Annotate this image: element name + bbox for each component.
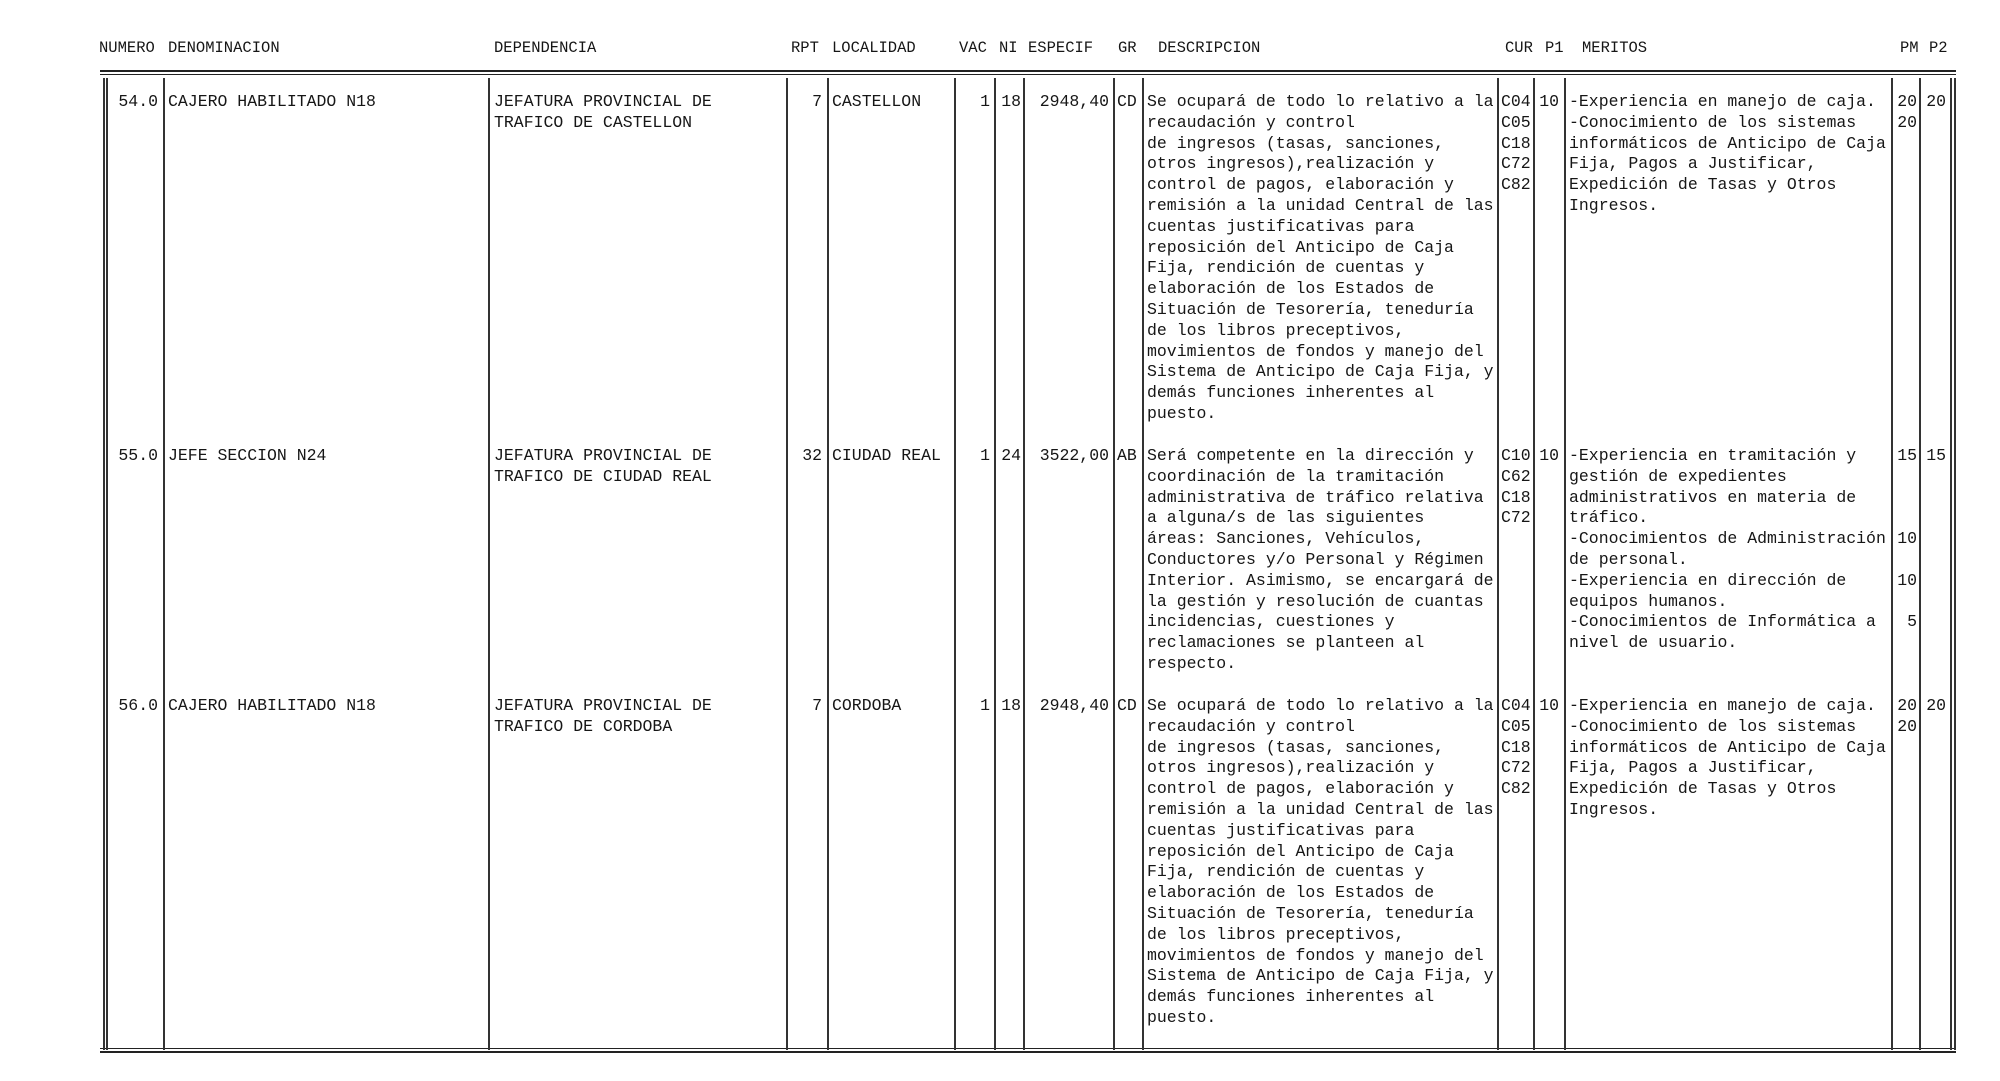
header-gr: GR <box>1118 39 1137 57</box>
pm-line <box>1893 488 1917 509</box>
descripcion-line: Se ocupará de todo lo relativo a la <box>1147 696 1494 715</box>
cell-rpt <box>790 446 822 467</box>
header-descripcion: DESCRIPCION <box>1158 39 1261 57</box>
descripcion-line: de los libros preceptivos, <box>1147 924 1405 944</box>
cur-line: C05 <box>1501 716 1531 736</box>
descripcion-line: Fija, rendición de cuentas y <box>1147 862 1425 882</box>
descripcion-line: respecto. <box>1147 653 1237 673</box>
descripcion-line: demás funciones inherentes al <box>1147 383 1435 403</box>
descripcion-line: control de pagos, elaboración y <box>1147 779 1454 799</box>
table-bottom-border <box>100 1051 1956 1053</box>
header-dependencia: DEPENDENCIA <box>494 39 597 57</box>
pm-line: 15 <box>1897 446 1917 465</box>
cell-p1 <box>1537 446 1559 467</box>
cell-localidad <box>832 446 941 467</box>
descripcion-line: elaboración de los Estados de <box>1147 883 1435 903</box>
descripcion-line: movimientos de fondos y manejo del <box>1147 341 1484 361</box>
descripcion-line: otros ingresos),realización y <box>1147 758 1435 778</box>
cell-localidad <box>832 92 921 113</box>
cell-p2 <box>1922 446 1946 467</box>
descripcion-line: recaudación y control <box>1147 716 1355 736</box>
cell-ni <box>997 92 1021 113</box>
especif-line: 2948,40 <box>1039 696 1109 715</box>
dependencia-line: TRAFICO DE CASTELLON <box>494 112 693 132</box>
rpt-line: 7 <box>812 92 822 111</box>
cell-especif <box>1025 446 1109 467</box>
descripcion-line: áreas: Sanciones, Vehículos, <box>1147 529 1425 549</box>
descripcion-line: la gestión y resolución de cuantas <box>1147 591 1484 611</box>
descripcion-line: Será competente en la dirección y <box>1147 446 1474 465</box>
meritos-line: -Experiencia en dirección de <box>1569 570 1847 590</box>
descripcion-line: reclamaciones se planteen al <box>1147 633 1425 653</box>
descripcion-line: movimientos de fondos y manejo del <box>1147 945 1484 965</box>
descripcion-line: remisión a la unidad Central de las <box>1147 799 1494 819</box>
meritos-line: -Experiencia en manejo de caja. <box>1569 92 1876 111</box>
cell-denominacion <box>168 696 376 717</box>
cell-cur <box>1501 92 1531 196</box>
dependencia-line: JEFATURA PROVINCIAL DE <box>494 696 712 715</box>
meritos-line: Expedición de Tasas y Otros <box>1569 779 1837 799</box>
descripcion-line: cuentas justificativas para <box>1147 820 1415 840</box>
cur-line: C82 <box>1501 779 1531 799</box>
localidad-line: CIUDAD REAL <box>832 446 941 465</box>
numero-line: 54.0 <box>118 92 158 111</box>
cell-numero <box>110 92 158 113</box>
descripcion-line: Conductores y/o Personal y Régimen <box>1147 549 1484 569</box>
meritos-line: -Experiencia en manejo de caja. <box>1569 696 1876 715</box>
cur-line: C18 <box>1501 133 1531 153</box>
header-rpt: RPT <box>791 39 819 57</box>
cur-line: C72 <box>1501 508 1531 528</box>
pm-line: 20 <box>1897 92 1917 111</box>
cell-vac <box>960 92 990 113</box>
descripcion-line: Situación de Tesorería, teneduría <box>1147 299 1474 319</box>
cell-rpt <box>790 696 822 717</box>
denominacion-line: CAJERO HABILITADO N18 <box>168 92 376 111</box>
meritos-line: Fija, Pagos a Justificar, <box>1569 758 1817 778</box>
descripcion-line: puesto. <box>1147 403 1217 423</box>
ni-line: 24 <box>1001 446 1021 465</box>
cur-line: C72 <box>1501 154 1531 174</box>
column-divider <box>1954 78 1956 1050</box>
pm-line <box>1893 592 1917 613</box>
localidad-line: CASTELLON <box>832 92 922 111</box>
meritos-line: Expedición de Tasas y Otros <box>1569 175 1837 195</box>
cell-gr <box>1117 696 1137 717</box>
pm-line <box>1893 467 1917 488</box>
especif-line: 2948,40 <box>1039 92 1109 111</box>
header-p2: P2 <box>1929 39 1948 57</box>
header-localidad: LOCALIDAD <box>832 39 916 57</box>
cell-p2 <box>1922 92 1946 113</box>
cell-ni <box>997 446 1021 467</box>
descripcion-line: Sistema de Anticipo de Caja Fija, y <box>1147 966 1494 986</box>
column-divider <box>106 78 108 1050</box>
pm-line <box>1893 508 1917 529</box>
cell-descripcion <box>1147 446 1494 675</box>
header-p1: P1 <box>1545 39 1564 57</box>
column-divider <box>488 78 490 1050</box>
table-top-border <box>100 70 1956 72</box>
header-pm: PM <box>1900 39 1919 57</box>
descripcion-line: Interior. Asimismo, se encargará de <box>1147 570 1494 590</box>
descripcion-line: elaboración de los Estados de <box>1147 279 1435 299</box>
vac-line: 1 <box>980 696 990 715</box>
cell-gr <box>1117 92 1137 113</box>
column-divider <box>103 78 105 1050</box>
meritos-line: Ingresos. <box>1569 799 1659 819</box>
cell-pm <box>1893 696 1917 738</box>
p2-line: 15 <box>1926 446 1946 465</box>
header-especif: ESPECIF <box>1028 39 1094 57</box>
meritos-line: informáticos de Anticipo de Caja <box>1569 737 1886 757</box>
cell-cur <box>1501 446 1531 529</box>
column-divider <box>1564 78 1566 1050</box>
p1-line: 10 <box>1539 446 1559 465</box>
pm-line: 20 <box>1897 716 1917 736</box>
cell-localidad <box>832 696 901 717</box>
cur-line: C04 <box>1501 696 1531 715</box>
column-divider <box>1950 78 1952 1050</box>
descripcion-line: administrativa de tráfico relativa <box>1147 487 1484 507</box>
column-divider <box>1919 78 1921 1050</box>
descripcion-line: Fija, rendición de cuentas y <box>1147 258 1425 278</box>
meritos-line: Ingresos. <box>1569 195 1659 215</box>
table-bottom-border-inner <box>100 1048 1956 1049</box>
descripcion-line: demás funciones inherentes al <box>1147 987 1435 1007</box>
header-numero: NUMERO <box>99 39 155 57</box>
ni-line: 18 <box>1001 92 1021 111</box>
column-divider <box>1497 78 1499 1050</box>
column-divider <box>1113 78 1115 1050</box>
cell-dependencia <box>494 446 712 488</box>
cell-descripcion <box>1147 92 1494 425</box>
descripcion-line: de los libros preceptivos, <box>1147 320 1405 340</box>
localidad-line: CORDOBA <box>832 696 902 715</box>
cell-numero <box>110 446 158 467</box>
cell-dependencia <box>494 696 712 738</box>
cur-line: C82 <box>1501 175 1531 195</box>
column-divider <box>1533 78 1535 1050</box>
cur-line: C18 <box>1501 737 1531 757</box>
ni-line: 18 <box>1001 696 1021 715</box>
header-ni: NI <box>999 39 1018 57</box>
cell-denominacion <box>168 92 376 113</box>
descripcion-line: otros ingresos),realización y <box>1147 154 1435 174</box>
cell-descripcion <box>1147 696 1494 1029</box>
cell-p1 <box>1537 696 1559 717</box>
descripcion-line: remisión a la unidad Central de las <box>1147 195 1494 215</box>
dependencia-line: JEFATURA PROVINCIAL DE <box>494 446 712 465</box>
cell-pm <box>1893 92 1917 134</box>
meritos-line: de personal. <box>1569 549 1688 569</box>
cell-gr <box>1117 446 1137 467</box>
vac-line: 1 <box>980 446 990 465</box>
column-divider <box>786 78 788 1050</box>
cur-line: C05 <box>1501 112 1531 132</box>
header-denominacion: DENOMINACION <box>168 39 280 57</box>
descripcion-line: de ingresos (tasas, sanciones, <box>1147 737 1445 757</box>
p1-line: 10 <box>1539 92 1559 111</box>
cell-p1 <box>1537 92 1559 113</box>
descripcion-line: Sistema de Anticipo de Caja Fija, y <box>1147 362 1494 382</box>
meritos-line: -Conocimientos de Informática a <box>1569 612 1876 632</box>
meritos-line: nivel de usuario. <box>1569 633 1738 653</box>
cur-line: C62 <box>1501 466 1531 486</box>
header-meritos: MERITOS <box>1582 39 1648 57</box>
cell-meritos <box>1569 696 1886 821</box>
descripcion-line: Situación de Tesorería, teneduría <box>1147 903 1474 923</box>
descripcion-line: puesto. <box>1147 1007 1217 1027</box>
cell-dependencia <box>494 92 712 134</box>
cell-vac <box>960 446 990 467</box>
header-cur: CUR <box>1505 39 1533 57</box>
pm-line: 20 <box>1897 112 1917 132</box>
denominacion-line: JEFE SECCION N24 <box>168 446 327 465</box>
dependencia-line: TRAFICO DE CIUDAD REAL <box>494 466 712 486</box>
descripcion-line: a alguna/s de las siguientes <box>1147 508 1425 528</box>
cell-denominacion <box>168 446 326 467</box>
pm-line: 10 <box>1897 529 1917 549</box>
meritos-line: equipos humanos. <box>1569 591 1728 611</box>
pm-line: 20 <box>1897 696 1917 715</box>
column-divider <box>1142 78 1144 1050</box>
p2-line: 20 <box>1926 92 1946 111</box>
pm-line: 5 <box>1907 612 1917 632</box>
pm-line: 10 <box>1897 570 1917 590</box>
header-vac: VAC <box>959 39 987 57</box>
cell-p2 <box>1922 696 1946 717</box>
column-divider <box>1023 78 1025 1050</box>
column-divider <box>954 78 956 1050</box>
rpt-line: 7 <box>812 696 822 715</box>
meritos-line: gestión de expedientes <box>1569 466 1787 486</box>
especif-line: 3522,00 <box>1039 446 1109 465</box>
cur-line: C18 <box>1501 487 1531 507</box>
rpt-line: 32 <box>802 446 822 465</box>
meritos-line: administrativos en materia de <box>1569 487 1857 507</box>
descripcion-line: reposición del Anticipo de Caja <box>1147 841 1454 861</box>
cur-line: C10 <box>1501 446 1531 465</box>
table-top-border-inner <box>100 74 1956 75</box>
column-divider <box>827 78 829 1050</box>
descripcion-line: Se ocupará de todo lo relativo a la <box>1147 92 1494 111</box>
gr-line: AB <box>1117 446 1137 465</box>
p2-line: 20 <box>1926 696 1946 715</box>
cell-pm <box>1893 446 1917 633</box>
dependencia-line: JEFATURA PROVINCIAL DE <box>494 92 712 111</box>
cell-rpt <box>790 92 822 113</box>
gr-line: CD <box>1117 696 1137 715</box>
pm-line <box>1893 550 1917 571</box>
gr-line: CD <box>1117 92 1137 111</box>
meritos-line: Fija, Pagos a Justificar, <box>1569 154 1817 174</box>
meritos-line: informáticos de Anticipo de Caja <box>1569 133 1886 153</box>
cell-ni <box>997 696 1021 717</box>
numero-line: 55.0 <box>118 446 158 465</box>
column-divider <box>994 78 996 1050</box>
descripcion-line: de ingresos (tasas, sanciones, <box>1147 133 1445 153</box>
cur-line: C04 <box>1501 92 1531 111</box>
denominacion-line: CAJERO HABILITADO N18 <box>168 696 376 715</box>
numero-line: 56.0 <box>118 696 158 715</box>
cell-cur <box>1501 696 1531 800</box>
descripcion-line: incidencias, cuestiones y <box>1147 612 1395 632</box>
dependencia-line: TRAFICO DE CORDOBA <box>494 716 673 736</box>
cell-vac <box>960 696 990 717</box>
descripcion-line: cuentas justificativas para <box>1147 216 1415 236</box>
meritos-line: -Conocimientos de Administración <box>1569 529 1886 549</box>
meritos-line: -Experiencia en tramitación y <box>1569 446 1857 465</box>
meritos-line: -Conocimiento de los sistemas <box>1569 112 1857 132</box>
cell-meritos <box>1569 92 1886 217</box>
descripcion-line: coordinación de la tramitación <box>1147 466 1445 486</box>
cell-especif <box>1025 92 1109 113</box>
meritos-line: -Conocimiento de los sistemas <box>1569 716 1857 736</box>
descripcion-line: reposición del Anticipo de Caja <box>1147 237 1454 257</box>
p1-line: 10 <box>1539 696 1559 715</box>
cell-numero <box>110 696 158 717</box>
cell-meritos <box>1569 446 1886 654</box>
vac-line: 1 <box>980 92 990 111</box>
descripcion-line: control de pagos, elaboración y <box>1147 175 1454 195</box>
cur-line: C72 <box>1501 758 1531 778</box>
column-divider <box>163 78 165 1050</box>
meritos-line: tráfico. <box>1569 508 1649 528</box>
cell-especif <box>1025 696 1109 717</box>
descripcion-line: recaudación y control <box>1147 112 1355 132</box>
